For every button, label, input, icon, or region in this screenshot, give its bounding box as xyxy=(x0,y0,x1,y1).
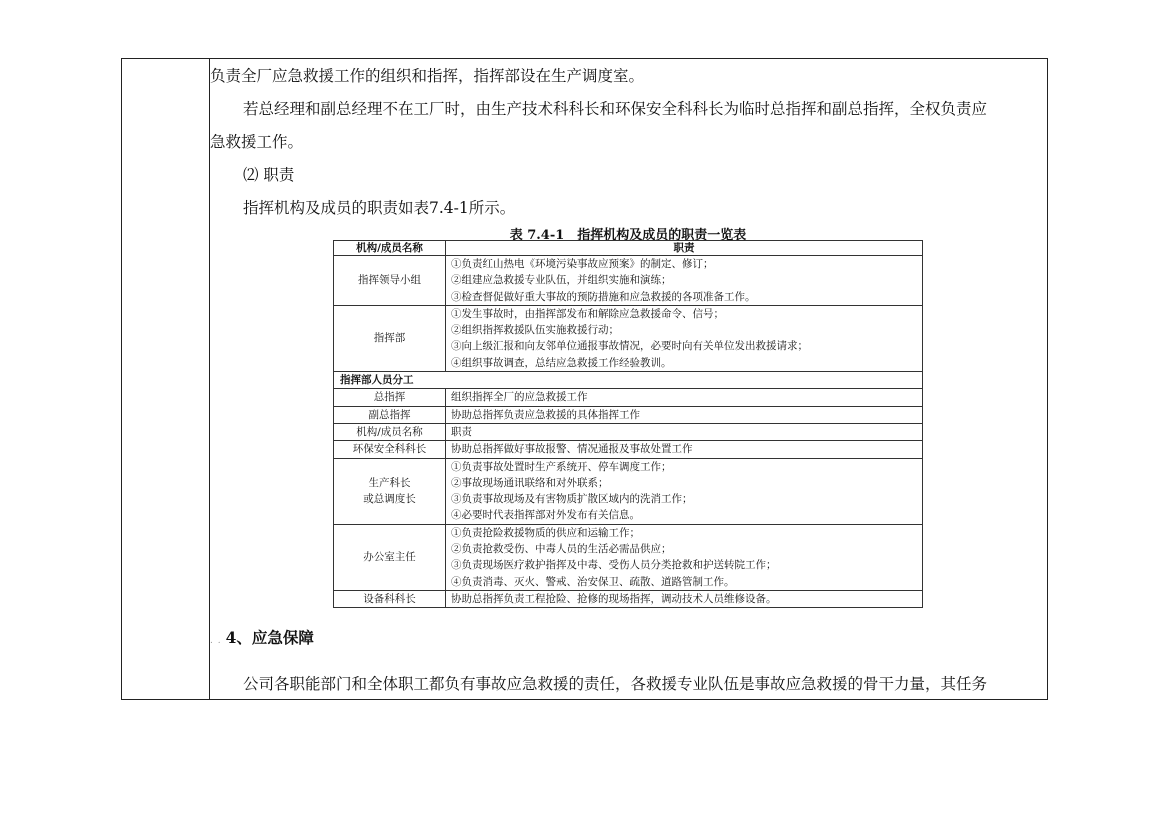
table-row xyxy=(334,458,923,524)
duty-line: ①负责抢险救援物质的供应和运输工作； xyxy=(451,526,640,539)
row-duty: 职责 xyxy=(446,423,923,440)
heading-text: 4、应急保障 xyxy=(225,628,314,647)
row-duty: 协助总指挥做好事故报警、情况通报及事故处置工作 xyxy=(446,441,923,458)
table-row xyxy=(334,441,923,458)
row-name: 环保安全科科长 xyxy=(334,441,446,458)
header-name: 机构/成员名称 xyxy=(334,241,446,256)
paragraph-command-center: 负责全厂应急救援工作的组织和指挥，指挥部设在生产调度室。 xyxy=(210,67,645,85)
table-section-row xyxy=(334,372,923,389)
duty-table xyxy=(333,240,923,608)
row-name: 指挥领导小组 xyxy=(334,256,446,306)
table-title: 表 7.4-1 指挥机构及成员的职责一览表 xyxy=(509,228,747,243)
row-name: 总指挥 xyxy=(334,389,446,406)
duty-line: ②事故现场通讯联络和对外联系； xyxy=(451,476,609,489)
row-name: 办公室主任 xyxy=(334,524,446,590)
section-heading xyxy=(210,626,314,648)
duty-line: ②组织指挥救援队伍实施救援行动； xyxy=(451,324,619,337)
duty-line: ④组织事故调查，总结应急救援工作经验教训。 xyxy=(451,356,672,369)
subsection-duties: ⑵ 职责 xyxy=(243,166,295,184)
duty-line: ②负责抢救受伤、中毒人员的生活必需品供应； xyxy=(451,543,672,556)
table-row xyxy=(334,256,923,306)
row-duties xyxy=(446,458,923,524)
row-name xyxy=(334,458,446,524)
row-name: 机构/成员名称 xyxy=(334,423,446,440)
paragraph-acting-command-line2: 急救援工作。 xyxy=(210,133,304,151)
row-duty: 组织指挥全厂的应急救援工作 xyxy=(446,389,923,406)
duty-line: ①负责事故处置时生产系统开、停车调度工作； xyxy=(451,460,672,473)
row-duties xyxy=(446,305,923,371)
table-header-row xyxy=(334,241,923,256)
row-name: 副总指挥 xyxy=(334,406,446,423)
row-duties xyxy=(446,524,923,590)
table-row xyxy=(334,406,923,423)
header-duty: 职责 xyxy=(446,241,923,256)
duty-line: ④负责消毒、灭火、警戒、治安保卫、疏散、道路管制工作。 xyxy=(451,575,735,588)
paragraph-table-reference: 指挥机构及成员的职责如表7.4-1所示。 xyxy=(243,199,516,217)
paragraph-emergency-support: 公司各职能部门和全体职工都负有事故应急救援的责任，各救援专业队伍是事故应急救援的骨干力量，其任务 xyxy=(243,675,988,693)
row-name: 设备科科长 xyxy=(334,590,446,607)
row-duty: 协助总指挥负责工程抢险、抢修的现场指挥，调动技术人员维修设备。 xyxy=(446,590,923,607)
paragraph-acting-command-line1: 若总经理和副总经理不在工厂时，由生产技术科科长和环保安全科科长为临时总指挥和副总指挥，全权负责应 xyxy=(243,100,988,118)
row-name-line: 生产科长 xyxy=(368,476,411,489)
section-label: 指挥部人员分工 xyxy=(334,372,923,389)
row-duties xyxy=(446,256,923,306)
duty-line: ①发生事故时，由指挥部发布和解除应急救援命令、信号； xyxy=(451,307,724,320)
duty-line: ③负责事故现场及有害物质扩散区域内的洗消工作； xyxy=(451,493,693,506)
row-name: 指挥部 xyxy=(334,305,446,371)
duty-line: ③检查督促做好重大事故的预防措施和应急救援的各项准备工作。 xyxy=(451,290,756,303)
table-row xyxy=(334,590,923,607)
table-row xyxy=(334,423,923,440)
table-row xyxy=(334,524,923,590)
duty-line: ③向上级汇报和向友邻单位通报事故情况，必要时向有关单位发出救援请求； xyxy=(451,340,808,353)
frame-column-divider xyxy=(209,59,210,699)
duty-line: ①负责红山热电《环境污染事故应预案》的制定、修订； xyxy=(451,258,714,270)
table-row xyxy=(334,305,923,371)
table-row xyxy=(334,389,923,406)
duty-line: ④必要时代表指挥部对外发布有关信息。 xyxy=(451,509,640,522)
duty-line: ②组建应急救援专业队伍，并组织实施和演练； xyxy=(451,274,672,287)
heading-leader-dots: . . xyxy=(210,636,222,646)
row-name-line: 或总调度长 xyxy=(363,493,416,506)
row-duty: 协助总指挥负责应急救援的具体指挥工作 xyxy=(446,406,923,423)
duty-line: ③负责现场医疗救护指挥及中毒、受伤人员分类抢救和护送转院工作； xyxy=(451,559,777,572)
